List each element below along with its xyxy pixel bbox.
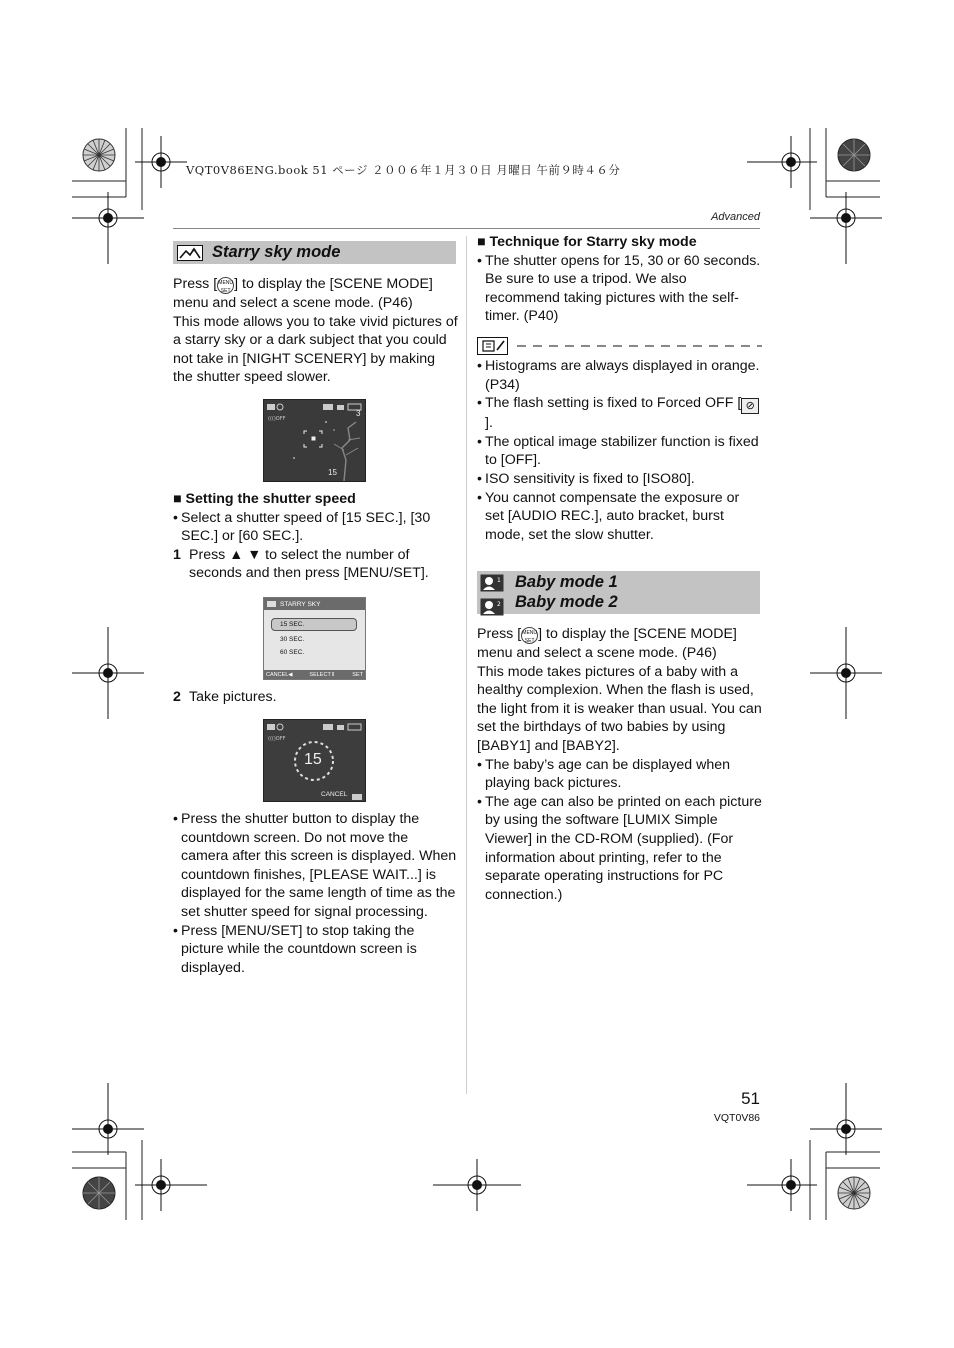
shutter-speed-readout: 15: [328, 468, 337, 477]
column-divider: [466, 236, 467, 1094]
svg-text:((()OFF: ((()OFF: [268, 416, 286, 422]
baby-intro: [477, 625, 762, 904]
menu-option-30[interactable]: 30 SEC.: [280, 636, 305, 643]
menu-footer: [264, 670, 365, 679]
shots-remaining: 3: [356, 409, 361, 418]
technique-section: [477, 233, 762, 326]
svg-text:((()OFF: ((()OFF: [268, 736, 286, 742]
note-flash: • The flash setting is fixed to Forced OFF [ ⊘].: [477, 394, 762, 433]
page-number: 51: [741, 1089, 760, 1108]
starry-sky-preview-screen: [263, 399, 366, 482]
baby-mode-1-title: Baby mode 1: [515, 573, 618, 591]
step-2: 2 Take pictures.: [173, 689, 277, 705]
baby-note-2: • The age can also be printed on each picture by using the software [LUMIX Simple Viewer] in the CD-ROM (supplied). (For information about printing, refer to the separate operating instructions for PC connection.): [477, 793, 762, 903]
menu-footer-select: SELECT⇕: [309, 671, 336, 678]
menu-title: STARRY SKY: [280, 600, 321, 608]
intro-rest: ] to display the [SCENE MODE] menu and select a scene mode. (P46): [173, 276, 433, 311]
menu-footer-cancel: CANCEL◀: [266, 671, 293, 678]
starry-notes: [477, 357, 762, 544]
note-histograms: • Histograms are always displayed in orange. (P34): [477, 358, 760, 393]
baby-icons: [480, 574, 508, 621]
baby2-icon: [480, 598, 504, 616]
intro-press: Press [: [173, 276, 218, 292]
svg-text:☆: ☆: [191, 246, 197, 254]
starry-intro: [173, 275, 458, 387]
svg-text:1: 1: [497, 577, 501, 584]
note-divider: [477, 336, 762, 356]
baby-description: This mode takes pictures of a baby with a healthy complexion. When the flash is used, the light from it is weaker than usual. You can set the birthdays of two babies by using [BABY1] and [BABY2].: [477, 663, 762, 754]
menu-set-icon-2: MENU SET: [521, 627, 538, 644]
note-exposure: • You cannot compensate the exposure or set [AUDIO REC.], auto bracket, burst mode, set the slow shutter.: [477, 489, 740, 543]
svg-text:2: 2: [497, 601, 501, 608]
baby-note-1: • The baby’s age can be displayed when playing back pictures.: [477, 756, 731, 792]
baby-intro-rest: ] to display the [SCENE MODE] menu and select a scene mode. (P46): [477, 626, 737, 661]
shutter-speed-heading: ■ Setting the shutter speed: [173, 491, 356, 507]
shutter-speed-section: [173, 490, 458, 583]
intro-description: This mode allows you to take vivid pictures of a starry sky or a dark subject that you could not take in [NIGHT SCENERY] by making the shutter speed slower.: [173, 313, 458, 386]
baby-intro-press: Press [: [477, 626, 522, 642]
menu-option-15[interactable]: 15 SEC.: [271, 618, 357, 631]
menu-set-icon: MENU SET: [217, 277, 234, 294]
menu-footer-set: SET: [352, 671, 363, 678]
note-iso: • ISO sensitivity is fixed to [ISO80].: [477, 470, 695, 487]
countdown-note-1: • Press the shutter button to display the countdown screen. Do not move the camera after this screen is displayed. When countdown finishes, [PLEASE WAIT...] is displayed for the same length of time as the set shutter speed for signal processing.: [173, 811, 457, 920]
menu-title-bar: [264, 598, 365, 610]
section-label: Advanced: [711, 211, 760, 223]
shutter-speed-bullet: • Select a shutter speed of [15 SEC.], [30 SEC.] or [60 SEC.].: [173, 509, 431, 545]
countdown-screen: [263, 719, 366, 802]
technique-heading: ■ Technique for Starry sky mode: [477, 234, 697, 250]
menu-option-60[interactable]: 60 SEC.: [280, 649, 305, 656]
step-1: 1 Press ▲ ▼ to select the number of seconds and then press [MENU/SET].: [173, 546, 429, 582]
countdown-cancel: CANCEL: [321, 791, 348, 798]
starry-sky-preview-graphic: [264, 400, 365, 481]
header-rule: [173, 228, 760, 229]
model-code: VQT0V86: [713, 1112, 760, 1124]
countdown-notes: [173, 810, 458, 977]
baby-mode-title-bar: [477, 571, 760, 614]
print-header: VQT0V86ENG.book 51 ページ ２００６年１月３０日 月曜日 午前９時４６分: [186, 163, 621, 177]
baby1-icon: [480, 574, 504, 592]
note-stabilizer: • The optical image stabilizer function is fixed to [OFF].: [477, 433, 759, 469]
baby-mode-2-title: Baby mode 2: [515, 592, 618, 611]
technique-bullet: • The shutter opens for 15, 30 or 60 seconds. Be sure to use a tripod. We also recommend taking pictures with the self-timer. (P40): [477, 252, 761, 325]
countdown-number: 15: [304, 751, 322, 768]
starry-sky-title-bar: [173, 241, 456, 264]
starry-sky-icon: [177, 245, 203, 261]
starry-sky-title: Starry sky mode: [212, 243, 341, 261]
flash-off-icon: ⊘: [741, 398, 759, 414]
starry-sky-menu-screen: [263, 597, 366, 680]
menu-title-icon: [267, 601, 276, 607]
countdown-note-2: • Press [MENU/SET] to stop taking the picture while the countdown screen is displayed.: [173, 922, 417, 976]
